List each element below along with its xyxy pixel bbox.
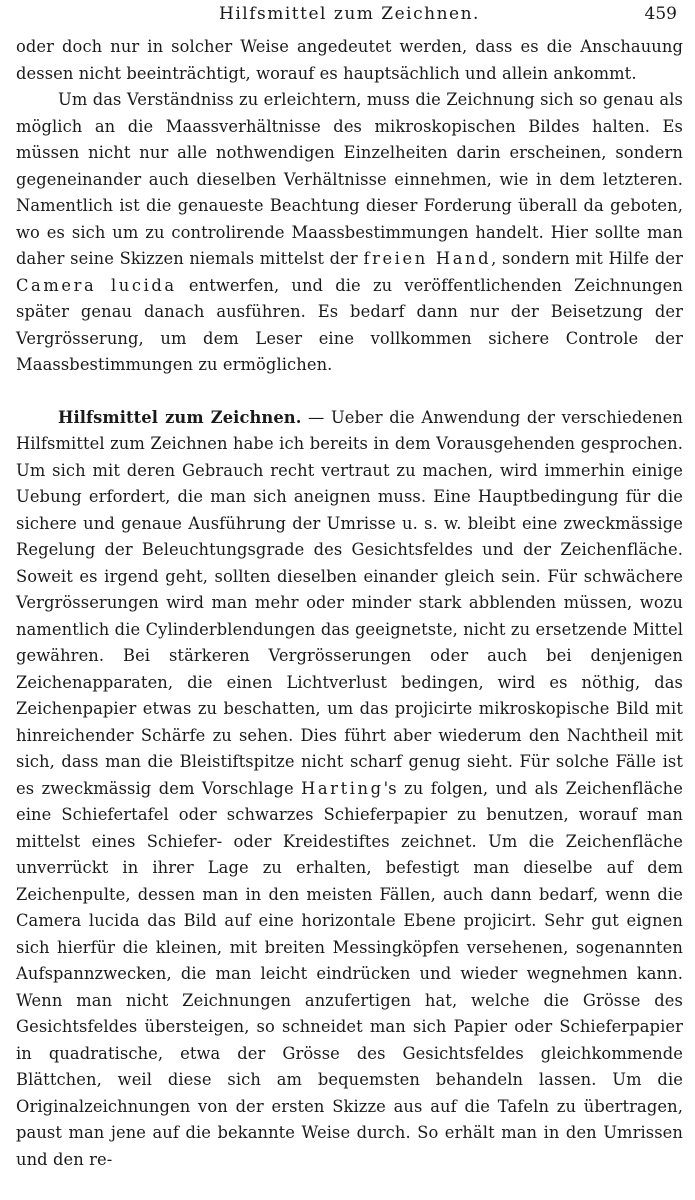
paragraph-measurement <box>16 87 683 379</box>
emphasis-freehand: freien Hand <box>363 249 492 268</box>
text-run: entwerfen, und die zu veröffentlichenden Zeichnungen später genau danach ausführen. Es bedarf dann nur der Beisetzung der Vergrösserung, um dem Leser eine vollkommen sichere Controle der Maassbestimmungen zu ermöglichen. <box>16 275 683 374</box>
page-body <box>16 34 683 1173</box>
page-number: 459 <box>644 4 677 24</box>
paragraph-continuation: oder doch nur in solcher Weise angedeutet werden, dass es die Anschauung dessen nicht beeinträchtigt, worauf es hauptsächlich und allein ankommt. <box>16 37 683 83</box>
paragraph-drawing-aids <box>16 405 683 1174</box>
section-heading: Hilfsmittel zum Zeichnen. <box>58 407 302 427</box>
emphasis-camera-lucida: Camera lucida <box>16 275 177 295</box>
running-title: Hilfsmittel zum Zeichnen. <box>219 4 480 24</box>
text-run: 's zu folgen, und als Zeichenfläche eine Schiefertafel oder schwarzes Schieferpapier zu benutzen, worauf man mittelst eines Schiefer- oder Kreidestiftes zeichnet. Um die Zeichenfläche unverrückt in ihrer Lage zu erhalten, befestigt man dieselbe auf dem Zeichenpulte, dessen man in den meisten Fällen, auch dann bedarf, wenn die Camera lucida das Bild auf eine horizontale Ebene projicirt. Sehr gut eignen sich hierfür die kleinen, mit breiten Messingköpfen versehenen, sogenannten Aufspannzwecken, die man leicht eindrücken und wieder wegnehmen kann. Wenn man nicht Zeichnungen anzufertigen hat, welche die Grösse des Gesichtsfeldes übersteigen, so schneidet man sich Papier oder Schieferpapier in quadratische, etwa der Grösse des Gesichtsfeldes gleichkommende Blättchen, weil diese sich am bequemsten behandeln lassen. Um die Originalzeichnungen von der ersten Skizze aus auf die Tafeln zu übertragen, paust man jene auf die bekannte Weise durch. So erhält man in den Umrissen und den re- <box>16 778 683 1169</box>
running-header <box>16 0 683 34</box>
emphasis-author-name: Harting <box>301 778 384 798</box>
text-run: , sondern mit Hilfe der <box>491 249 683 268</box>
text-run: — Ueber die Anwendung der verschiedenen Hilfsmittel zum Zeichnen habe ich bereits in dem Vorausgehenden gesprochen. Um sich mit deren Gebrauch recht vertraut zu machen, wird immerhin einige Uebung erfordert, die man sich aneignen muss. Eine Hauptbedingung für die sichere und genaue Ausführung der Umrisse u. s. w. bleibt eine zweckmässige Regelung der Beleuchtungsgrade des Gesichtsfeldes und der Zeichenfläche. Soweit es irgend geht, sollten dieselben einander gleich sein. Für schwächere Vergrösserungen wird man mehr oder minder stark abblenden müssen, wozu namentlich die Cylinderblendungen das geeignetste, nicht zu ersetzende Mittel gewähren. Bei stärkeren Vergrösserungen oder auch bei denjenigen Zeichenapparaten, die einen Lichtverlust bedingen, wird es nöthig, das Zeichenpapier etwas zu beschatten, um das projicirte mikroskopische Bild mit hinreichender Schärfe zu sehen. Dies führt aber wiederum den Nachtheil mit sich, dass man die Bleistiftspitze nicht scharf genug sieht. Für solche Fälle ist es zweckmässig dem Vorschlage <box>16 407 683 798</box>
text-run: Um das Verständniss zu erleichtern, muss die Zeichnung sich so genau als möglich an die Maassverhältnisse des mikroskopischen Bildes halten. Es müssen nicht nur alle nothwendigen Einzelheiten darin erscheinen, sondern gegeneinander auch dieselben Verhältnisse einnehmen, wie in dem letzteren. Namentlich ist die genaueste Beachtung dieser Forderung überall da geboten, wo es sich um zu controlirende Maassbestimmungen handelt. Hier sollte man daher seine Skizzen niemals mittelst der <box>16 90 683 268</box>
